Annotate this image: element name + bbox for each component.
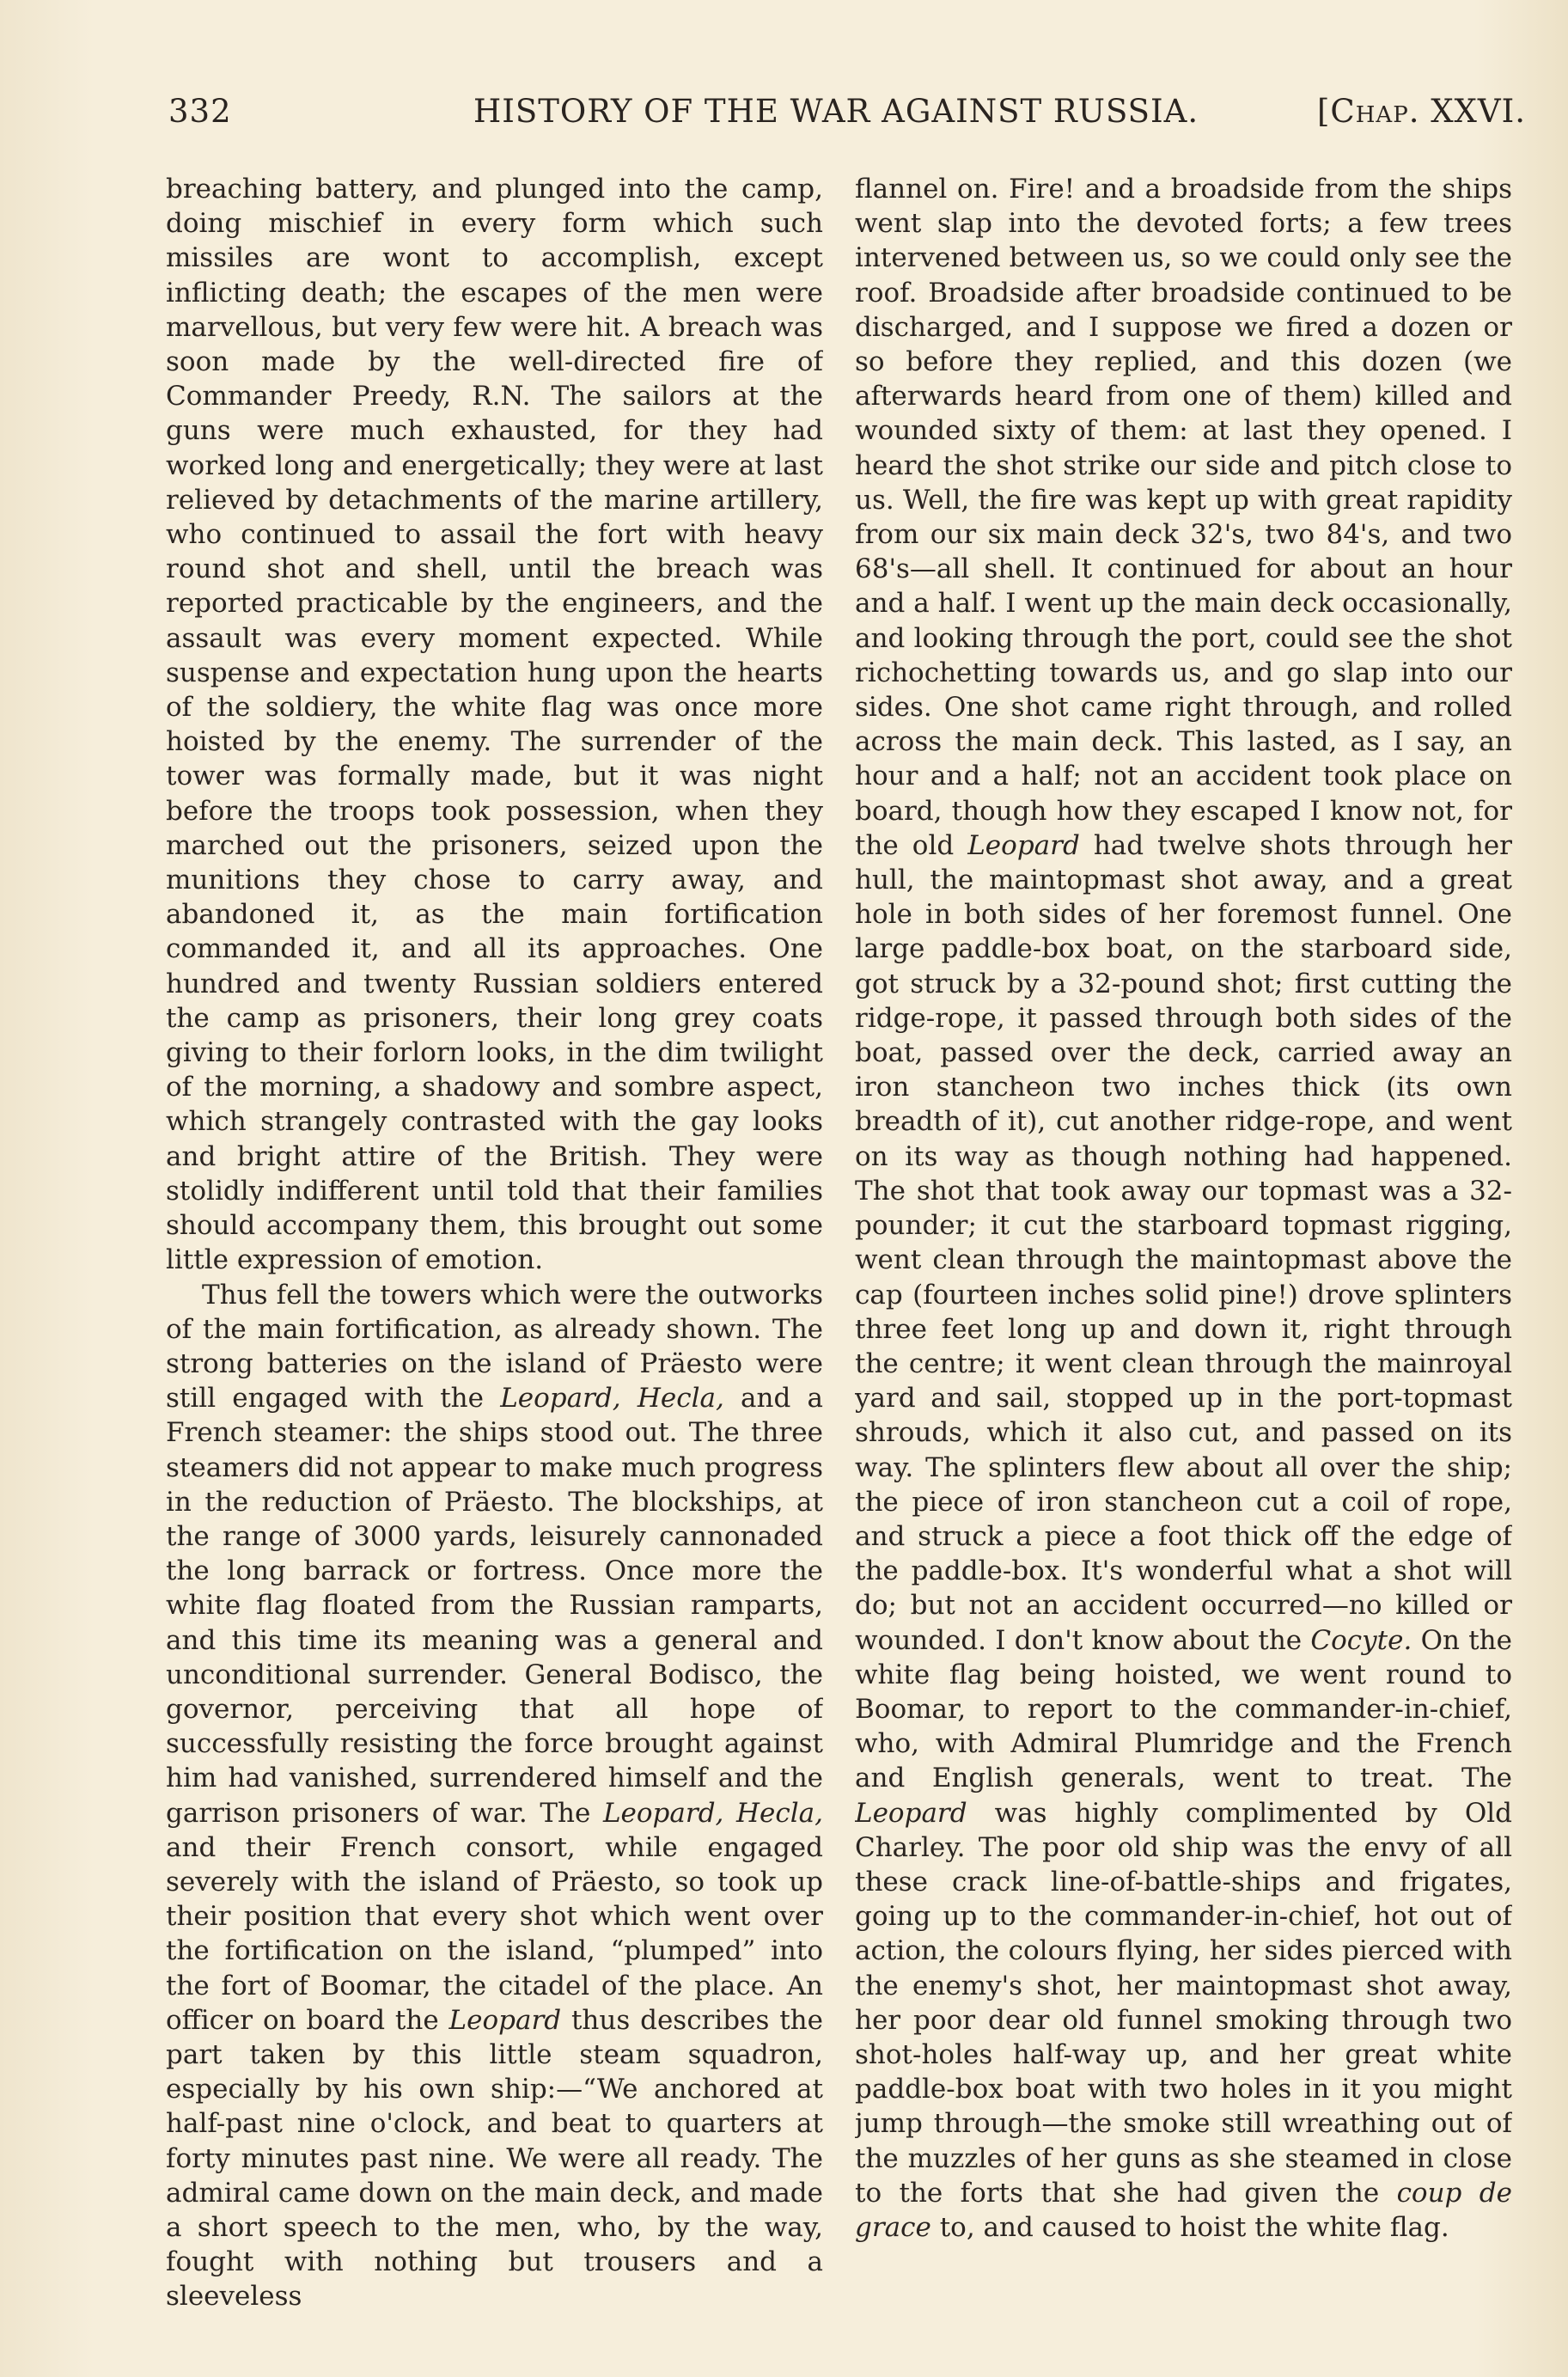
ship-name: Leopard, (602, 1797, 724, 1829)
paragraph-continued: breaching battery, and plunged into the camp, doing mischief in every form which such missiles are wont to accomplish, except inflicting death; the escapes of the men were marvellous, but very few were hit. A breach was soon made by the well-directed fire of Commander Preedy, R.N. The sailors at the guns were much exhausted, for they had worked long and energetically; they were at last relieved by detachments of the marine artillery, who continued to assail the fort with heavy round shot and shell, until the breach was reported practicable by the engineers, and the assault was every moment expected. While suspense and expectation hung upon the hearts of the soldiery, the white flag was once more hoisted by the enemy. The surrender of the tower was formally made, but it was night before the troops took possession, when they marched out the prisoners, seized upon the munitions they chose to carry away, and abandoned it, as the main fortification commanded it, and all its approaches. One hundred and twenty Russian soldiers entered the camp as prisoners, their long grey coats giving to their forlorn looks, in the dim twilight of the morning, a shadowy and sombre aspect, which strangely contrasted with the gay looks and bright attire of the British. They were stolidly indifferent until told that their families should accompany them, this brought out some little expression of emotion. (166, 174, 823, 1276)
ship-name: Cocyte. (1310, 1624, 1412, 1656)
foreign-phrase: coup de grace (855, 2177, 1512, 2243)
text-run: flannel on. Fire! and a broadside from the ships went slap into the devoted forts; a few trees intervened between us, so we could only see the roof. Broadside after broadside continued to be discharged, and I suppose we fired a dozen or so before they replied, and this dozen (we afterwards heard from one of them) killed and wounded sixty of them: at last they opened. I heard the shot strike our side and pitch close to us. Well, the fire was kept up with great rapidity from our six main deck 32's, two 84's, and two 68's—all shell. It continued for about an hour and a half. I went up the main deck occasionally, and looking through the port, could see the shot richochetting towards us, and go slap into our sides. One shot came right through, and rolled across the main deck. This lasted, as I say, an hour and a half; not an accident took place on board, though how they escaped I know not, for the old (855, 174, 1512, 861)
chapter-label: [Chap. XXVI. (1317, 93, 1526, 130)
text-run: and a French steamer: the ships stood out. The three steamers did not appear to make much progress in the reduction of Präesto. The blockships, at the range of 3000 yards, leisurely cannonaded the long barrack or fortress. Once more the white flag floated from the Russian ramparts, and this time its meaning was a general and unconditional surrender. General Bodisco, the governor, perceiving that all hope of successfully resisting the force brought against him had vanished, surrendered himself and the garrison prisoners of war. The (166, 1383, 823, 1829)
ship-name: Hecla, (637, 1383, 724, 1415)
paragraph-towers (166, 1278, 823, 2314)
running-title: HISTORY OF THE WAR AGAINST RUSSIA. (473, 93, 1199, 130)
ship-name: Leopard, (500, 1383, 621, 1415)
running-header (168, 93, 1526, 141)
text-run: had twelve shots through her hull, the maintopmast shot away, and a great hole in both sides of her foremost funnel. One large paddle-box boat, on the starboard side, got struck by a 32-pound shot; first cutting the ridge-rope, it passed through both sides of the boat, passed over the deck, carried away an iron stancheon two inches thick (its own breadth of it), cut another ridge-rope, and went on its way as though nothing had happened. The shot that took away our topmast was a 32-pounder; it cut the starboard topmast rigging, went clean through the maintopmast above the cap (fourteen inches solid pine!) drove splinters three feet long up and down it, right through the centre; it went clean through the mainroyal yard and sail, stopped up in the port-topmast shrouds, which it also cut, and passed on its way. The splinters flew about all over the ship; the piece of iron stancheon cut a coil of rope, and struck a piece a foot thick off the edge of the paddle-box. It's wonderful what a shot will do; but not an accident occurred—no killed or wounded. I don't know about the (855, 829, 1512, 1656)
text-run: to, and caused to hoist the white flag. (930, 2211, 1449, 2243)
ship-name: Leopard (448, 2004, 562, 2036)
ship-name: Hecla, (736, 1797, 823, 1829)
text-run: and their French consort, while engaged severely with the island of Präesto, so took up their position that every shot which went over the fortification on the island, “plumped” into the fort of Boomar, the citadel of the place. An officer on board the (166, 1831, 823, 2036)
text-run: was highly complimented by Old Charley. The poor old ship was the envy of all these crack line-of-battle-ships and frigates, going up to the commander-in-chief, hot out of action, the colours flying, her sides pierced with the enemy's shot, her maintopmast shot away, her poor dear old funnel smoking through two shot-holes half-way up, and her great white paddle-box boat with two holes in it you might jump through—the smoke still wreathing out of the muzzles of her guns as she steamed in close to the forts that she had given the (855, 1797, 1512, 2209)
right-column (855, 172, 1512, 2337)
text-run: On the white flag being hoisted, we went round to Boomar, to report to the commander-in-chief, who, with Admiral Plumridge and the French and English generals, went to treat. The (855, 1624, 1512, 1794)
left-column (166, 172, 823, 2337)
ship-name: Leopard (855, 1797, 967, 1829)
text-run (621, 1383, 638, 1414)
text-run: Thus fell the towers which were the outworks of the main fortification, as already shown. The strong batteries on the island of Präesto were still engaged with the (166, 1279, 823, 1415)
text-run: thus describes the part taken by this little steam squadron, especially by his own ship:—“We anchored at half-past nine o'clock, and beat to quarters at forty minutes past nine. We were all ready. The admiral came down on the main deck, and made a short speech to the men, who, by the way, fought with nothing but trousers and a sleeveless (166, 2004, 823, 2313)
page-number: 332 (168, 93, 232, 130)
paragraph-officer-account (855, 172, 1512, 2245)
ship-name: Leopard (967, 829, 1080, 861)
text-run (723, 1798, 736, 1829)
